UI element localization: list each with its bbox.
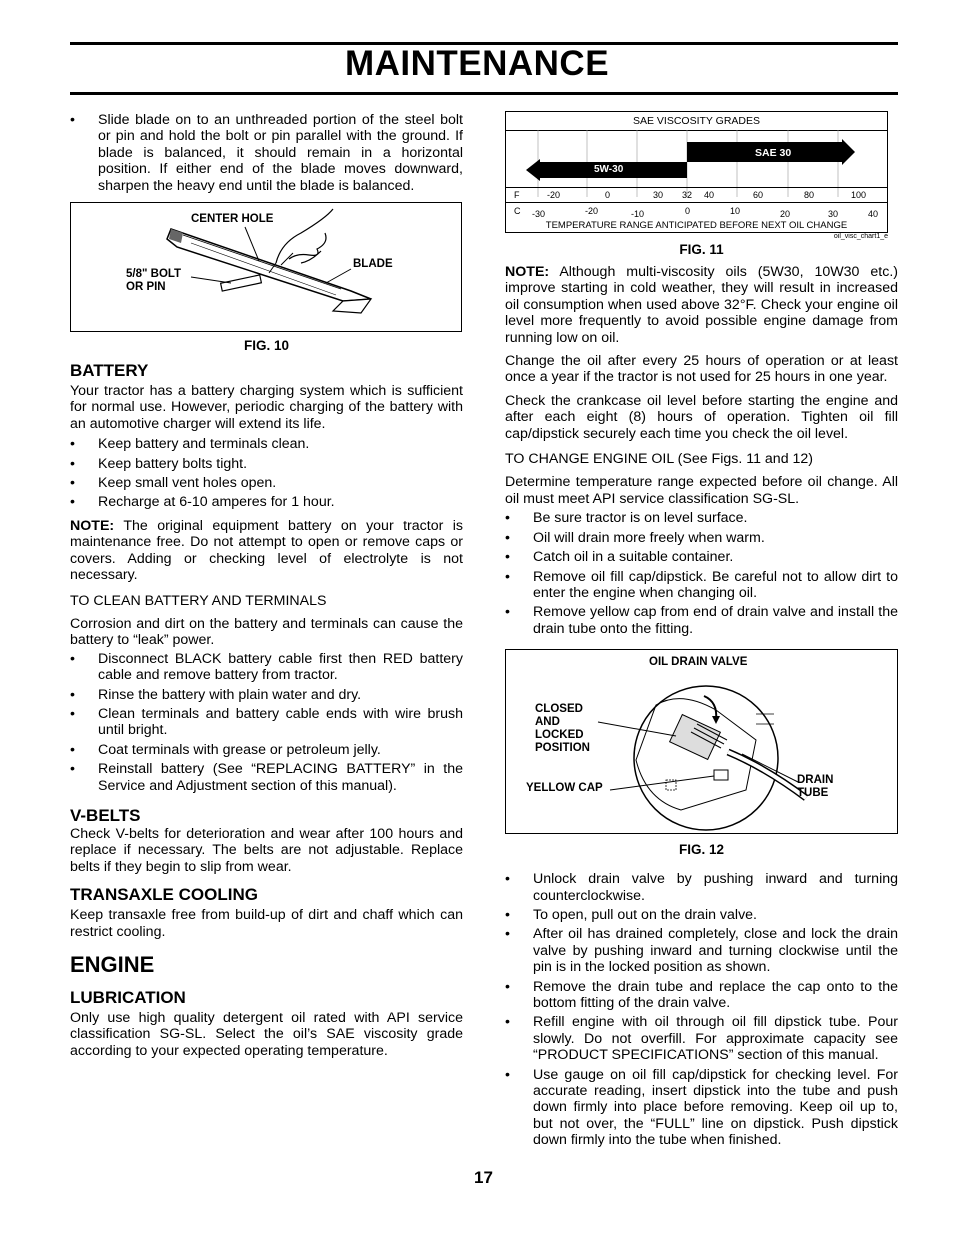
list-item: • Keep small vent holes open.: [70, 475, 463, 491]
f-scale-row: [506, 187, 887, 188]
fig11-caption: FIG. 11: [679, 242, 724, 257]
list-item: • Coat terminals with grease or petroleum jelly.: [70, 742, 463, 758]
battery-note: [70, 518, 463, 584]
clean-battery-bullets: [70, 651, 463, 794]
list-item: • Reinstall battery (See “REPLACING BATTERY” in the Service and Adjustment section of this manual).: [70, 761, 463, 794]
c-tick: 0: [685, 206, 691, 216]
note-text: The original equipment battery on your tractor is maintenance free. Do not attempt to open or remove caps or covers. Adding or checking level of electrolyte is not necessary.: [70, 517, 463, 584]
list-item: • Rinse the battery with plain water and dry.: [70, 687, 463, 703]
f-tick: 80: [804, 190, 815, 200]
c-tick: 20: [780, 209, 791, 219]
f-tick: 32: [682, 190, 693, 200]
list-item: • Slide blade on to an unthreaded portion of the steel bolt or pin and hold the bolt or pin parallel with the ground. If blade is balanced, it should remain in a horizontal position. If either end of the blade moves downward, sharpen the heavy end until the blade is balanced.: [70, 112, 463, 194]
bolt-label: 5/8" BOLT OR PIN: [126, 268, 182, 294]
transaxle-heading: TRANSAXLE COOLING: [70, 885, 258, 905]
list-item: • After oil has drained completely, close and lock the drain valve by pushing inward and turning clockwise until the pin is in the locked position as shown.: [505, 926, 898, 975]
fig10-figure: [70, 202, 462, 332]
list-item: • Use gauge on oil fill cap/dipstick for checking level. For accurate reading, insert dipstick into the tube and push down firmly into place before removing. Keep oil up to, but not over, the “FULL” line on dipstick. Push dipstick down firmly into the tube when finished.: [505, 1067, 898, 1149]
list-item: • Oil will drain more freely when warm.: [505, 530, 898, 546]
fig10-caption: FIG. 10: [243, 338, 289, 354]
grade-low-label: 5W-30: [594, 164, 624, 175]
c-tick: 10: [730, 206, 741, 216]
oil-drain-valve-label: OIL DRAIN VALVE: [649, 656, 748, 669]
c-tick: -20: [585, 206, 599, 216]
list-item: • Remove the drain tube and replace the cap onto to the bottom fitting of the drain valve.: [505, 979, 898, 1012]
clean-battery-heading: TO CLEAN BATTERY AND TERMINALS: [70, 592, 327, 609]
chart-code: oil_visc_chart1_e: [833, 233, 888, 240]
list-item: • Clean terminals and battery cable ends with wire brush until bright.: [70, 706, 463, 739]
f-tick: 100: [851, 190, 867, 200]
list-item: • Catch oil in a suitable container.: [505, 549, 898, 565]
fig11-viscosity-chart: [505, 111, 888, 233]
viscosity-note: [505, 264, 898, 346]
list-item: • Keep battery bolts tight.: [70, 456, 463, 472]
note-label: NOTE:: [505, 264, 550, 280]
oil-level-check: Check the crankcase oil level before starting the engine and after each eight (8) hours of operation. Tighten oil fill cap/dipstick securely each time you check the oil level.: [505, 392, 898, 442]
c-tick: -10: [631, 209, 645, 219]
title-rule: [70, 92, 898, 95]
lubrication-heading: LUBRICATION: [70, 988, 186, 1007]
battery-intro: Your tractor has a battery charging system which is sufficient for normal use. However, periodic charging of the battery with an automotive charger will extend its life.: [70, 383, 463, 432]
drain-valve-bullets: [505, 871, 898, 1149]
f-tick: 60: [753, 190, 764, 200]
right-column: [505, 111, 898, 1152]
list-item: • Recharge at 6-10 amperes for 1 hour.: [70, 494, 463, 510]
note-label: NOTE:: [70, 517, 115, 534]
fig12-figure: [505, 649, 898, 834]
vbelts-heading: V-BELTS: [70, 805, 141, 825]
list-item: • Keep battery and terminals clean.: [70, 436, 463, 452]
list-item: • Unlock drain valve by pushing inward and turning counterclockwise.: [505, 871, 898, 904]
list-item: • Refill engine with oil through oil fill dipstick tube. Pour slowly. Do not overfill. For approximate capacity see “PRODUCT SPECIFICATIONS” section of this manual.: [505, 1014, 898, 1063]
f-tick: -20: [547, 190, 561, 200]
f-tick: 0: [605, 190, 611, 200]
grade-high-label: SAE 30: [755, 147, 792, 159]
battery-heading: BATTERY: [70, 361, 149, 381]
page-title: MAINTENANCE: [344, 44, 610, 83]
change-oil-heading: TO CHANGE ENGINE OIL (See Figs. 11 and 12): [505, 451, 814, 468]
list-item: • Remove yellow cap from end of drain valve and install the drain tube onto the fitting.: [505, 604, 898, 637]
note-text: Although multi-viscosity oils (5W30, 10W30 etc.) improve starting in cold weather, they will result in increased oil consumption when used above 32°F. Check your engine oil level more frequently to avoid possible engine damage from running low on oil.: [505, 264, 898, 346]
drain-tube-label: DRAIN TUBE: [797, 774, 834, 800]
oil-change-bullets: [505, 510, 898, 637]
list-item: • Disconnect BLACK battery cable first then RED battery cable and remove battery from tractor.: [70, 651, 463, 684]
temperature-range-footer: TEMPERATURE RANGE ANTICIPATED BEFORE NEXT OIL CHANGE: [545, 220, 848, 231]
c-tick: -30: [532, 209, 546, 219]
engine-heading: ENGINE: [70, 952, 155, 977]
fig12-caption: FIG. 12: [678, 842, 724, 858]
center-hole-label: CENTER HOLE: [191, 213, 274, 226]
list-item: • Be sure tractor is on level surface.: [505, 510, 898, 526]
left-column: [70, 112, 463, 1059]
battery-bullets: [70, 436, 463, 511]
yellow-cap-label: YELLOW CAP: [526, 782, 603, 795]
list-item: • To open, pull out on the drain valve.: [505, 907, 898, 923]
viscosity-chart-title: SAE VISCOSITY GRADES: [632, 115, 760, 127]
page-number: 17: [474, 1168, 493, 1187]
f-tick: 40: [704, 190, 715, 200]
closed-locked-label: CLOSED AND LOCKED POSITION: [535, 703, 590, 755]
lubrication-text: Only use high quality detergent oil rated with API service classification SG-SL. Select the oil’s SAE viscosity grade according to your expected operating temperature.: [70, 1010, 463, 1059]
c-tick: 30: [828, 209, 839, 219]
f-label: F: [514, 190, 520, 200]
oil-change-interval: Change the oil after every 25 hours of operation or at least once a year if the tractor is not used for 25 hours in one year.: [505, 353, 898, 386]
clean-battery-intro: Corrosion and dirt on the battery and terminals can cause the battery to “leak” power.: [70, 615, 463, 649]
c-label: C: [514, 206, 521, 216]
f-tick: 30: [653, 190, 664, 200]
c-scale-row: [506, 202, 887, 203]
transaxle-text: Keep transaxle free from build-up of dirt and chaff which can restrict cooling.: [70, 907, 463, 940]
list-item: • Remove oil fill cap/dipstick. Be careful not to allow dirt to enter the engine when changing oil.: [505, 569, 898, 602]
blade-bullets: [70, 112, 463, 194]
vbelts-text: Check V-belts for deterioration and wear after 100 hours and replace if necessary. The belts are not adjustable. Replace belts if they begin to slip from wear.: [70, 825, 463, 875]
blade-label: BLADE: [353, 258, 393, 271]
c-tick: 40: [868, 209, 879, 219]
temperature-range-text: Determine temperature range expected before oil change. All oil must meet API service classification SG-SL.: [505, 474, 898, 507]
